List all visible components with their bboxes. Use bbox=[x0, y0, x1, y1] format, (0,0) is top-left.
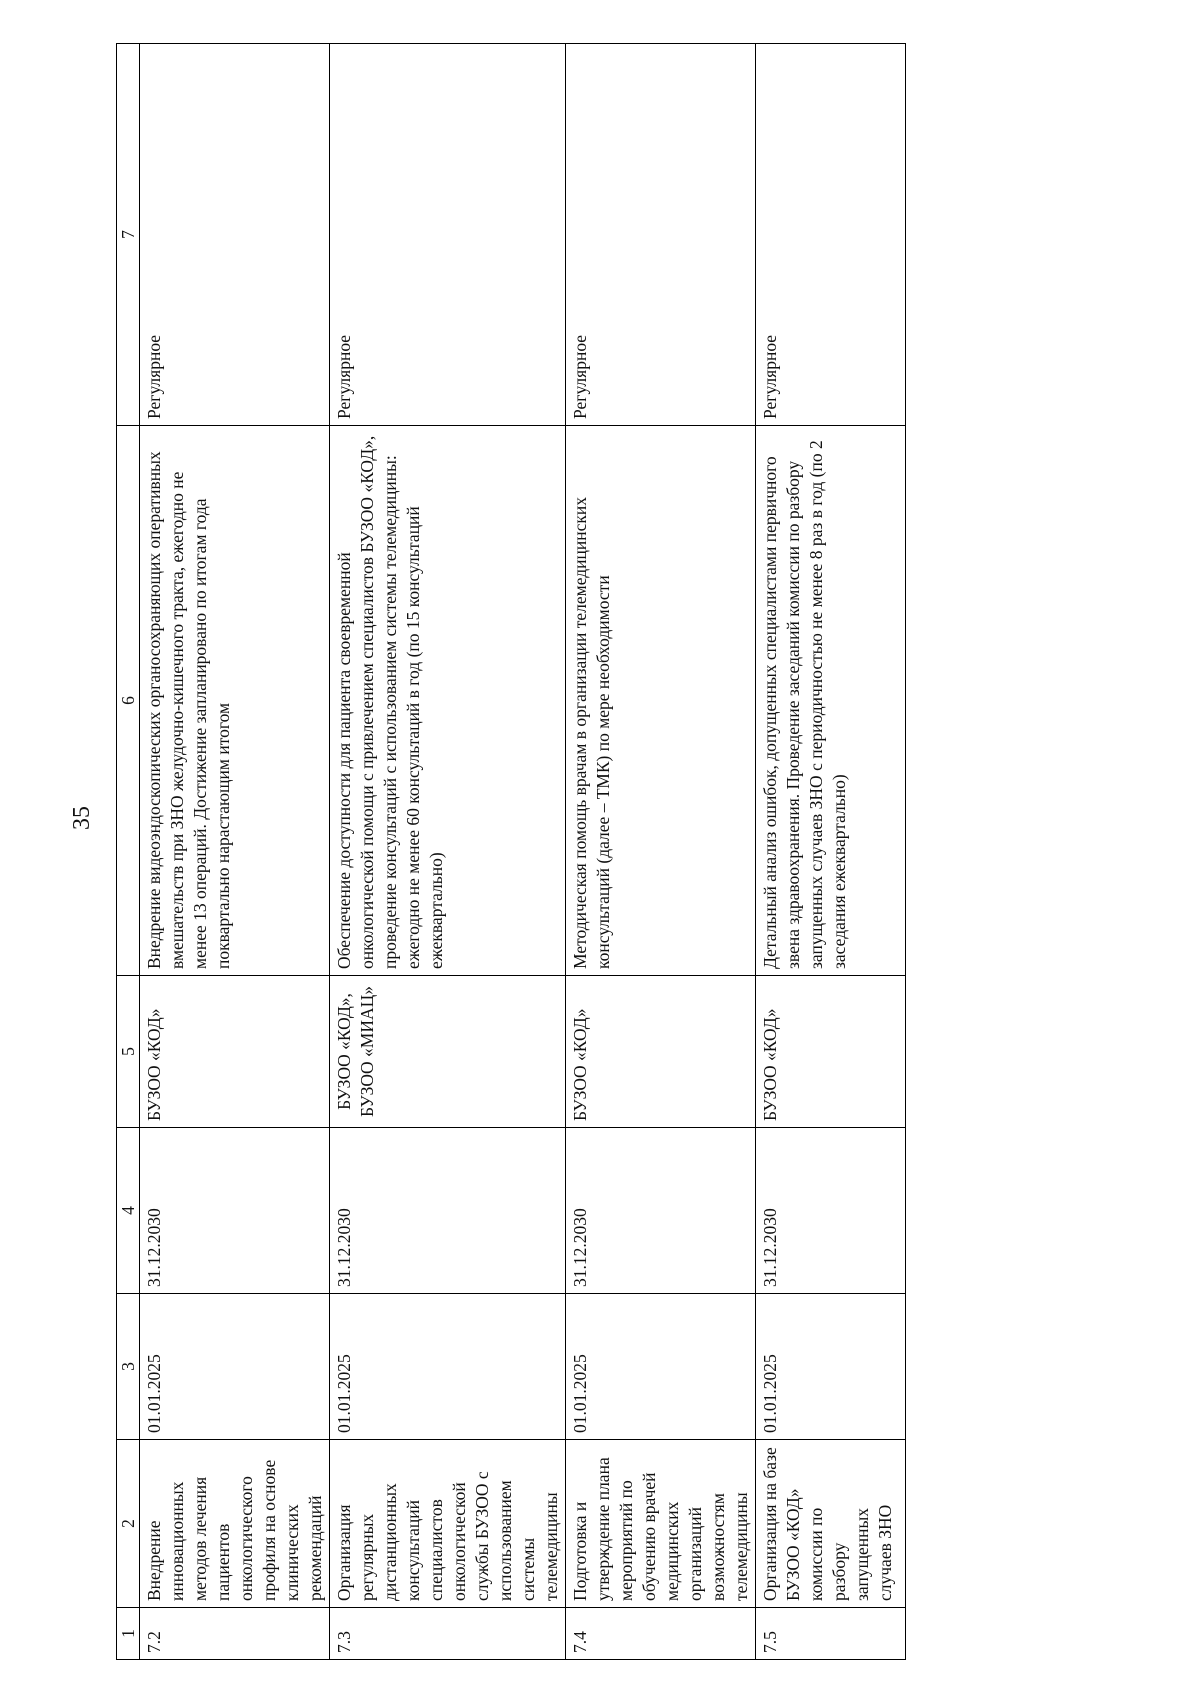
column-header: 5 bbox=[117, 976, 140, 1128]
frequency: Регулярное bbox=[330, 44, 566, 426]
start-date: 01.01.2025 bbox=[566, 1294, 756, 1440]
table-header-row bbox=[117, 44, 140, 1660]
frequency: Регулярное bbox=[756, 44, 906, 426]
row-number: 7.4 bbox=[566, 1608, 756, 1660]
executor: БУЗОО «КОД», БУЗОО «МИАЦ» bbox=[330, 976, 566, 1128]
end-date: 31.12.2030 bbox=[330, 1128, 566, 1294]
measure-name: Организация регулярных дистанционных консультаций специалистов онкологической службы БУЗОО с использованием системы телемедицины bbox=[330, 1440, 566, 1608]
column-header: 3 bbox=[117, 1294, 140, 1440]
row-number: 7.5 bbox=[756, 1608, 906, 1660]
frequency: Регулярное bbox=[566, 44, 756, 426]
row-number: 7.2 bbox=[140, 1608, 330, 1660]
measure-name: Подготовка и утверждение плана мероприятий по обучению врачей медицинских организаций возможностям телемедицины bbox=[566, 1440, 756, 1608]
start-date: 01.01.2025 bbox=[756, 1294, 906, 1440]
executor: БУЗОО «КОД» bbox=[566, 976, 756, 1128]
table-row bbox=[756, 44, 906, 1660]
start-date: 01.01.2025 bbox=[140, 1294, 330, 1440]
table-row bbox=[330, 44, 566, 1660]
expected-result: Внедрение видеоэндоскопических органосохраняющих оперативных вмешательств при ЗНО желудочно-кишечного тракта, ежегодно не менее 13 операций. Достижение запланировано по итогам года поквартально нарастающим итогом bbox=[140, 426, 330, 976]
executor: БУЗОО «КОД» bbox=[140, 976, 330, 1128]
column-header: 7 bbox=[117, 44, 140, 426]
column-header: 4 bbox=[117, 1128, 140, 1294]
executor: БУЗОО «КОД» bbox=[756, 976, 906, 1128]
expected-result: Обеспечение доступности для пациента своевременной онкологической помощи с привлечением специалистов БУЗОО «КОД», проведение консультаций с использованием системы телемедицины: ежегодно не менее 60 консультаций в год (по 15 консультаций ежеквартально) bbox=[330, 426, 566, 976]
end-date: 31.12.2030 bbox=[756, 1128, 906, 1294]
measure-name: Организация на базе БУЗОО «КОД» комиссии по разбору запущенных случаев ЗНО bbox=[756, 1440, 906, 1608]
page-number: 35 bbox=[69, 806, 95, 830]
table-row bbox=[140, 44, 330, 1660]
expected-result: Методическая помощь врачам в организации телемедицинских консультаций (далее – ТМК) по мере необходимости bbox=[566, 426, 756, 976]
frequency: Регулярное bbox=[140, 44, 330, 426]
start-date: 01.01.2025 bbox=[330, 1294, 566, 1440]
rotated-table-wrapper bbox=[116, 44, 895, 1660]
end-date: 31.12.2030 bbox=[140, 1128, 330, 1294]
column-header: 2 bbox=[117, 1440, 140, 1608]
row-number: 7.3 bbox=[330, 1608, 566, 1660]
measure-name: Внедрение инновационных методов лечения пациентов онкологического профиля на основе клинических рекомендаций bbox=[140, 1440, 330, 1608]
column-header: 1 bbox=[117, 1608, 140, 1660]
expected-result: Детальный анализ ошибок, допущенных специалистами первичного звена здравоохранения. Проведение заседаний комиссии по разбору запущенных случаев ЗНО с периодичностью не менее 8 раз в год (по 2 заседания ежеквартально) bbox=[756, 426, 906, 976]
measures-table bbox=[116, 43, 906, 1660]
column-header: 6 bbox=[117, 426, 140, 976]
table-row bbox=[566, 44, 756, 1660]
end-date: 31.12.2030 bbox=[566, 1128, 756, 1294]
